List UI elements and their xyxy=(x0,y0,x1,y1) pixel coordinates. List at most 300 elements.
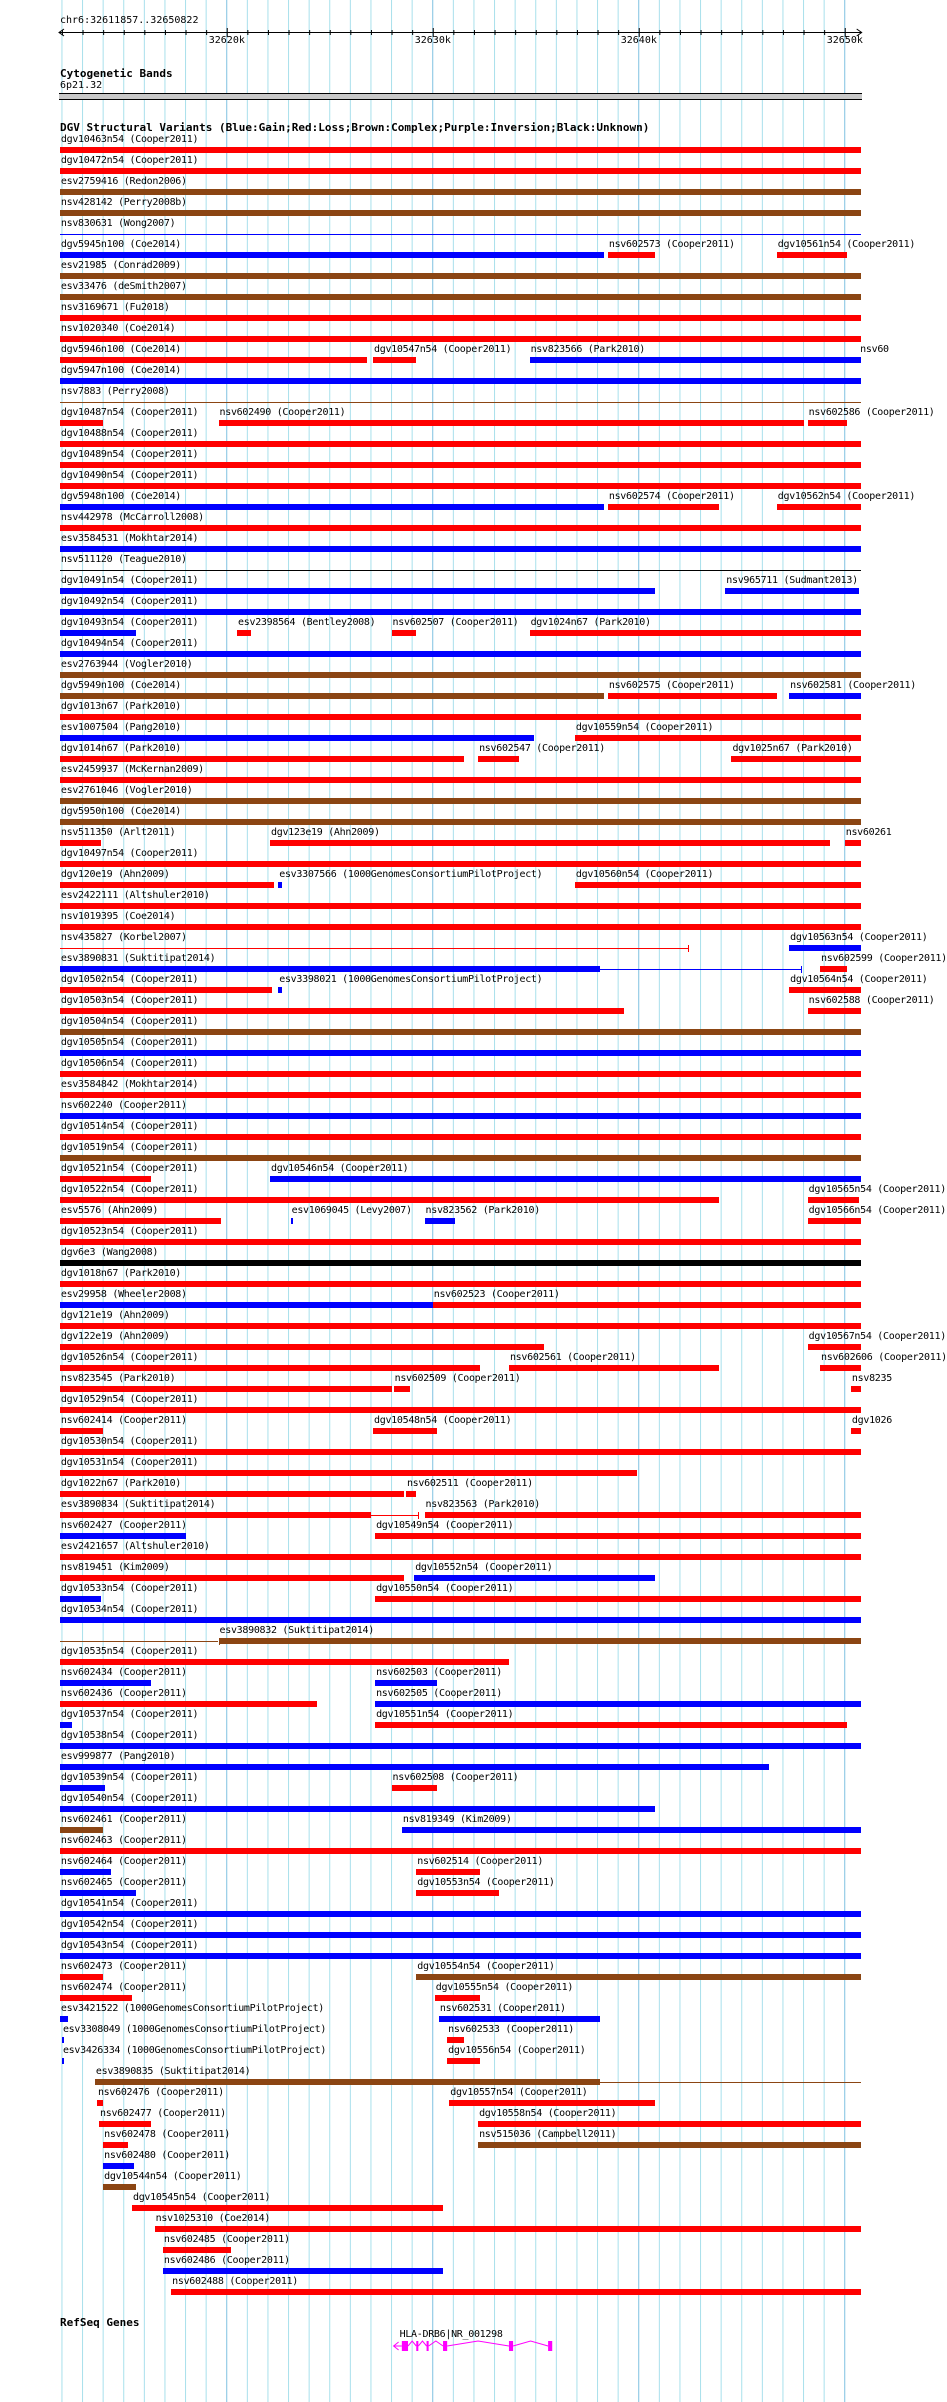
variant-loss-bar[interactable] xyxy=(478,2121,861,2127)
variant-label[interactable]: dgv120e19 (Ahn2009) xyxy=(60,869,170,880)
variant-label[interactable]: dgv10559n54 (Cooper2011) xyxy=(575,722,714,733)
variant-loss-line[interactable] xyxy=(371,1515,418,1516)
variant-loss-bar[interactable] xyxy=(60,1281,861,1287)
variant-label[interactable]: dgv6e3 (Wang2008) xyxy=(60,1247,159,1258)
variant-label[interactable]: dgv10556n54 (Cooper2011) xyxy=(448,2045,586,2056)
variant-loss-bar[interactable] xyxy=(808,1197,860,1203)
variant-complex-bar[interactable] xyxy=(60,798,861,804)
variant-label[interactable]: dgv10565n54 (Cooper2011) xyxy=(808,1184,946,1195)
variant-loss-bar[interactable] xyxy=(60,1995,132,2001)
variant-loss-bar[interactable] xyxy=(60,1134,861,1140)
variant-loss-bar[interactable] xyxy=(575,882,861,888)
variant-label[interactable]: dgv10539n54 (Cooper2011) xyxy=(60,1772,199,1783)
variant-label[interactable]: nsv602461 (Cooper2011) xyxy=(60,1814,187,1825)
variant-loss-bar[interactable] xyxy=(60,1491,404,1497)
variant-label[interactable]: dgv5950n100 (Coe2014) xyxy=(60,806,182,817)
variant-complex-bar[interactable] xyxy=(60,273,861,279)
variant-label[interactable]: dgv1024n67 (Park2010) xyxy=(530,617,651,628)
variant-label[interactable]: dgv10550n54 (Cooper2011) xyxy=(376,1583,514,1594)
variant-loss-bar[interactable] xyxy=(851,1386,861,1392)
variant-label[interactable]: nsv602586 (Cooper2011) xyxy=(808,407,935,418)
variant-loss-bar[interactable] xyxy=(777,504,861,510)
variant-label[interactable]: nsv823563 (Park2010) xyxy=(425,1499,540,1510)
variant-gain-line[interactable] xyxy=(60,234,861,235)
variant-loss-bar[interactable] xyxy=(820,1365,861,1371)
variant-loss-bar[interactable] xyxy=(60,861,861,867)
variant-label[interactable]: nsv7883 (Perry2008) xyxy=(60,386,170,397)
variant-loss-bar[interactable] xyxy=(60,1701,318,1707)
variant-label[interactable]: dgv10523n54 (Cooper2011) xyxy=(60,1226,199,1237)
variant-label[interactable]: dgv121e19 (Ahn2009) xyxy=(60,1310,170,1321)
variant-label[interactable]: nsv602523 (Cooper2011) xyxy=(433,1289,560,1300)
variant-label[interactable]: nsv602480 (Cooper2011) xyxy=(104,2150,230,2161)
variant-gain-bar[interactable] xyxy=(60,1533,186,1539)
variant-gain-bar[interactable] xyxy=(60,1911,861,1917)
variant-label[interactable]: dgv10533n54 (Cooper2011) xyxy=(60,1583,199,1594)
variant-loss-bar[interactable] xyxy=(60,924,861,930)
variant-gain-bar[interactable] xyxy=(402,1827,861,1833)
variant-label[interactable]: nsv819451 (Kim2009) xyxy=(60,1562,170,1573)
variant-label[interactable]: dgv10564n54 (Cooper2011) xyxy=(790,974,928,985)
variant-loss-bar[interactable] xyxy=(60,420,103,426)
variant-label[interactable]: esv3421522 (1000GenomesConsortiumPilotProject) xyxy=(60,2003,325,2014)
variant-label[interactable]: nsv602436 (Cooper2011) xyxy=(60,1688,187,1699)
variant-complex-bar[interactable] xyxy=(219,1638,862,1644)
variant-loss-bar[interactable] xyxy=(60,1344,544,1350)
variant-gain-line[interactable] xyxy=(600,969,802,970)
variant-label[interactable]: esv3398021 (1000GenomesConsortiumPilotProject) xyxy=(279,974,543,985)
variant-complex-bar[interactable] xyxy=(60,189,861,195)
variant-label[interactable]: nsv602573 (Cooper2011) xyxy=(608,239,735,250)
variant-gain-bar[interactable] xyxy=(60,1302,433,1308)
variant-label[interactable]: esv3890834 (Suktitipat2014) xyxy=(60,1499,216,1510)
variant-label[interactable]: nsv602588 (Cooper2011) xyxy=(808,995,935,1006)
variant-label[interactable]: dgv123e19 (Ahn2009) xyxy=(271,827,380,838)
variant-label[interactable]: dgv5946n100 (Coe2014) xyxy=(60,344,182,355)
variant-loss-bar[interactable] xyxy=(60,462,861,468)
variant-label[interactable]: dgv10555n54 (Cooper2011) xyxy=(435,1982,574,1993)
variant-complex-bar[interactable] xyxy=(60,1029,861,1035)
variant-label[interactable]: dgv10503n54 (Cooper2011) xyxy=(60,995,199,1006)
variant-label[interactable]: dgv1026 xyxy=(851,1415,892,1426)
variant-label[interactable]: nsv602574 (Cooper2011) xyxy=(608,491,735,502)
variant-loss-bar[interactable] xyxy=(851,1428,861,1434)
variant-label[interactable]: esv3307566 (1000GenomesConsortiumPilotProject) xyxy=(279,869,543,880)
variant-loss-bar[interactable] xyxy=(425,1512,862,1518)
variant-complex-bar[interactable] xyxy=(478,2142,861,2148)
variant-label[interactable]: esv33476 (deSmith2007) xyxy=(60,281,187,292)
variant-label[interactable]: esv3308049 (1000GenomesConsortiumPilotProject) xyxy=(62,2024,327,2035)
variant-label[interactable]: dgv10514n54 (Cooper2011) xyxy=(60,1121,199,1132)
variant-loss-bar[interactable] xyxy=(60,1092,861,1098)
variant-complex-bar[interactable] xyxy=(60,210,861,216)
variant-loss-bar[interactable] xyxy=(478,756,519,762)
gene-label[interactable]: HLA-DRB6|NR_001298 xyxy=(399,2329,503,2340)
variant-gain-bar[interactable] xyxy=(60,588,655,594)
variant-loss-bar[interactable] xyxy=(808,1218,862,1224)
variant-label[interactable]: dgv5948n100 (Coe2014) xyxy=(60,491,182,502)
variant-label[interactable]: nsv602488 (Cooper2011) xyxy=(172,2276,298,2287)
variant-loss-bar[interactable] xyxy=(449,2100,655,2106)
variant-label[interactable]: nsv823566 (Park2010) xyxy=(530,344,645,355)
variant-loss-bar[interactable] xyxy=(789,987,861,993)
variant-label[interactable]: dgv10542n54 (Cooper2011) xyxy=(60,1919,199,1930)
variant-complex-bar[interactable] xyxy=(60,693,604,699)
variant-loss-bar[interactable] xyxy=(777,252,847,258)
variant-label[interactable]: dgv10491n54 (Cooper2011) xyxy=(60,575,199,586)
variant-gain-bar[interactable] xyxy=(270,1176,861,1182)
variant-label[interactable]: esv3890832 (Suktitipat2014) xyxy=(219,1625,374,1636)
variant-loss-bar[interactable] xyxy=(60,1323,861,1329)
variant-gain-bar[interactable] xyxy=(60,1617,861,1623)
variant-label[interactable]: nsv602474 (Cooper2011) xyxy=(60,1982,187,1993)
variant-label[interactable]: dgv10472n54 (Cooper2011) xyxy=(60,155,199,166)
variant-label[interactable]: nsv428142 (Perry2008b) xyxy=(60,197,187,208)
variant-complex-bar[interactable] xyxy=(416,1974,861,1980)
variant-label[interactable]: nsv602503 (Cooper2011) xyxy=(376,1667,502,1678)
variant-loss-bar[interactable] xyxy=(60,1239,861,1245)
variant-loss-bar[interactable] xyxy=(60,903,861,909)
variant-loss-bar[interactable] xyxy=(845,840,861,846)
variant-gain-bar[interactable] xyxy=(60,1806,655,1812)
variant-loss-bar[interactable] xyxy=(433,1302,861,1308)
variant-label[interactable]: dgv10504n54 (Cooper2011) xyxy=(60,1016,199,1027)
variant-loss-bar[interactable] xyxy=(375,1722,847,1728)
variant-gain-bar[interactable] xyxy=(60,966,600,972)
variant-gain-bar[interactable] xyxy=(60,651,861,657)
variant-label[interactable]: esv999877 (Pang2010) xyxy=(60,1751,176,1762)
variant-label[interactable]: dgv1022n67 (Park2010) xyxy=(60,1478,182,1489)
variant-label[interactable]: dgv10552n54 (Cooper2011) xyxy=(415,1562,553,1573)
variant-loss-bar[interactable] xyxy=(808,1008,862,1014)
variant-label[interactable]: esv3890831 (Suktitipat2014) xyxy=(60,953,216,964)
variant-label[interactable]: dgv5947n100 (Coe2014) xyxy=(60,365,182,376)
variant-unknown-line[interactable] xyxy=(60,570,861,571)
variant-label[interactable]: dgv10543n54 (Cooper2011) xyxy=(60,1940,199,1951)
variant-loss-bar[interactable] xyxy=(60,1407,861,1413)
variant-loss-bar[interactable] xyxy=(375,1533,861,1539)
variant-loss-bar[interactable] xyxy=(808,1344,862,1350)
variant-label[interactable]: dgv10497n54 (Cooper2011) xyxy=(60,848,199,859)
variant-label[interactable]: nsv435827 (Korbel2007) xyxy=(60,932,187,943)
variant-gain-bar[interactable] xyxy=(62,2058,64,2064)
variant-loss-bar[interactable] xyxy=(60,1386,392,1392)
variant-label[interactable]: nsv511350 (Arlt2011) xyxy=(60,827,176,838)
variant-loss-bar[interactable] xyxy=(132,2205,443,2211)
variant-label[interactable]: nsv602473 (Cooper2011) xyxy=(60,1961,187,1972)
variant-loss-bar[interactable] xyxy=(60,1575,404,1581)
variant-label[interactable]: nsv602599 (Cooper2011) xyxy=(821,953,947,964)
variant-label[interactable]: esv2761046 (Vogler2010) xyxy=(60,785,193,796)
variant-complex-line[interactable] xyxy=(600,2082,862,2083)
variant-label[interactable]: dgv10534n54 (Cooper2011) xyxy=(60,1604,199,1615)
variant-loss-bar[interactable] xyxy=(375,1596,861,1602)
variant-complex-bar[interactable] xyxy=(103,2184,136,2190)
variant-label[interactable]: esv2422111 (Altshuler2010) xyxy=(60,890,210,901)
variant-loss-bar[interactable] xyxy=(60,777,861,783)
variant-loss-bar[interactable] xyxy=(60,357,367,363)
variant-loss-bar[interactable] xyxy=(60,840,101,846)
variant-label[interactable]: nsv830631 (Wong2007) xyxy=(60,218,176,229)
variant-loss-bar[interactable] xyxy=(270,840,830,846)
variant-gain-bar[interactable] xyxy=(60,609,861,615)
variant-label[interactable]: esv5576 (Ahn2009) xyxy=(60,1205,159,1216)
variant-loss-bar[interactable] xyxy=(435,1995,480,2001)
variant-label[interactable]: dgv10538n54 (Cooper2011) xyxy=(60,1730,199,1741)
variant-label[interactable]: dgv10547n54 (Cooper2011) xyxy=(374,344,512,355)
variant-loss-bar[interactable] xyxy=(60,147,861,153)
variant-label[interactable]: dgv10540n54 (Cooper2011) xyxy=(60,1793,199,1804)
variant-loss-bar[interactable] xyxy=(60,714,861,720)
variant-label[interactable]: nsv60261 xyxy=(845,827,892,838)
variant-gain-bar[interactable] xyxy=(425,1218,456,1224)
variant-label[interactable]: dgv122e19 (Ahn2009) xyxy=(60,1331,170,1342)
variant-label[interactable]: dgv10548n54 (Cooper2011) xyxy=(374,1415,512,1426)
variant-gain-bar[interactable] xyxy=(278,882,282,888)
variant-label[interactable]: nsv3169671 (Fu2018) xyxy=(60,302,170,313)
variant-loss-bar[interactable] xyxy=(171,2289,861,2295)
variant-gain-bar[interactable] xyxy=(375,1680,437,1686)
variant-loss-bar[interactable] xyxy=(60,1848,861,1854)
variant-loss-bar[interactable] xyxy=(808,420,847,426)
variant-label[interactable]: dgv10558n54 (Cooper2011) xyxy=(479,2108,617,2119)
variant-label[interactable]: dgv10506n54 (Cooper2011) xyxy=(60,1058,199,1069)
variant-label[interactable]: dgv10563n54 (Cooper2011) xyxy=(790,932,928,943)
variant-label[interactable]: nsv602547 (Cooper2011) xyxy=(479,743,605,754)
variant-gain-bar[interactable] xyxy=(725,588,859,594)
variant-label[interactable]: dgv10505n54 (Cooper2011) xyxy=(60,1037,199,1048)
variant-label[interactable]: nsv602533 (Cooper2011) xyxy=(448,2024,575,2035)
variant-loss-bar[interactable] xyxy=(60,1428,103,1434)
variant-label[interactable]: dgv1025n67 (Park2010) xyxy=(732,743,853,754)
variant-label[interactable]: nsv965711 (Sudmant2013) xyxy=(726,575,858,586)
variant-loss-bar[interactable] xyxy=(60,168,861,174)
variant-gain-bar[interactable] xyxy=(439,2016,600,2022)
variant-label[interactable]: dgv10489n54 (Cooper2011) xyxy=(60,449,199,460)
variant-gain-bar[interactable] xyxy=(60,504,604,510)
variant-label[interactable]: dgv10522n54 (Cooper2011) xyxy=(60,1184,199,1195)
variant-complex-bar[interactable] xyxy=(60,1155,861,1161)
variant-label[interactable]: nsv602509 (Cooper2011) xyxy=(394,1373,521,1384)
variant-gain-bar[interactable] xyxy=(60,1113,861,1119)
variant-label[interactable]: dgv10554n54 (Cooper2011) xyxy=(417,1961,555,1972)
variant-gain-bar[interactable] xyxy=(60,1743,861,1749)
variant-label[interactable]: dgv10492n54 (Cooper2011) xyxy=(60,596,199,607)
variant-loss-bar[interactable] xyxy=(406,1491,416,1497)
variant-label[interactable]: dgv10463n54 (Cooper2011) xyxy=(60,134,199,145)
variant-label[interactable]: nsv602477 (Cooper2011) xyxy=(100,2108,226,2119)
variant-label[interactable]: dgv10566n54 (Cooper2011) xyxy=(808,1205,946,1216)
variant-label[interactable]: esv3426334 (1000GenomesConsortiumPilotProject) xyxy=(62,2045,327,2056)
variant-complex-bar[interactable] xyxy=(60,672,861,678)
variant-label[interactable]: nsv602511 (Cooper2011) xyxy=(406,1478,533,1489)
variant-loss-bar[interactable] xyxy=(99,2121,151,2127)
variant-loss-line[interactable] xyxy=(60,948,688,949)
variant-loss-bar[interactable] xyxy=(60,1071,861,1077)
variant-loss-bar[interactable] xyxy=(509,1365,719,1371)
variant-label[interactable]: dgv10546n54 (Cooper2011) xyxy=(271,1163,409,1174)
variant-label[interactable]: nsv819349 (Kim2009) xyxy=(402,1814,512,1825)
variant-label[interactable]: dgv10531n54 (Cooper2011) xyxy=(60,1457,199,1468)
variant-loss-bar[interactable] xyxy=(60,1659,509,1665)
variant-loss-bar[interactable] xyxy=(219,420,804,426)
variant-loss-bar[interactable] xyxy=(60,987,272,993)
variant-gain-bar[interactable] xyxy=(60,2016,68,2022)
variant-gain-bar[interactable] xyxy=(789,945,861,951)
variant-gain-bar[interactable] xyxy=(60,1764,769,1770)
variant-label[interactable]: dgv1018n67 (Park2010) xyxy=(60,1268,182,1279)
variant-loss-bar[interactable] xyxy=(575,735,861,741)
variant-label[interactable]: dgv10567n54 (Cooper2011) xyxy=(808,1331,946,1342)
variant-label[interactable]: esv21985 (Conrad2009) xyxy=(60,260,182,271)
variant-loss-bar[interactable] xyxy=(60,336,861,342)
variant-gain-bar[interactable] xyxy=(60,1953,861,1959)
variant-label[interactable]: esv3890835 (Suktitipat2014) xyxy=(95,2066,251,2077)
variant-loss-bar[interactable] xyxy=(60,1449,861,1455)
variant-label[interactable]: dgv5945n100 (Coe2014) xyxy=(60,239,182,250)
variant-loss-bar[interactable] xyxy=(60,1512,371,1518)
variant-label[interactable]: nsv602240 (Cooper2011) xyxy=(60,1100,187,1111)
variant-label[interactable]: esv3584531 (Mokhtar2014) xyxy=(60,533,199,544)
variant-label[interactable]: esv2763944 (Vogler2010) xyxy=(60,659,193,670)
variant-label[interactable]: esv1069045 (Levy2007) xyxy=(291,1205,412,1216)
variant-gain-bar[interactable] xyxy=(60,252,604,258)
variant-loss-bar[interactable] xyxy=(60,525,861,531)
variant-loss-bar[interactable] xyxy=(392,630,417,636)
variant-label[interactable]: nsv602490 (Cooper2011) xyxy=(219,407,346,418)
variant-gain-bar[interactable] xyxy=(60,546,861,552)
variant-label[interactable]: nsv1025310 (Coe2014) xyxy=(155,2213,271,2224)
variant-label[interactable]: dgv10553n54 (Cooper2011) xyxy=(417,1877,555,1888)
variant-loss-bar[interactable] xyxy=(608,693,777,699)
variant-loss-bar[interactable] xyxy=(608,252,655,258)
variant-label[interactable]: dgv10529n54 (Cooper2011) xyxy=(60,1394,199,1405)
variant-label[interactable]: dgv10561n54 (Cooper2011) xyxy=(777,239,916,250)
variant-loss-bar[interactable] xyxy=(416,1890,498,1896)
variant-label[interactable]: dgv10544n54 (Cooper2011) xyxy=(104,2171,242,2182)
variant-label[interactable]: nsv602561 (Cooper2011) xyxy=(509,1352,636,1363)
variant-unknown-bar[interactable] xyxy=(60,1260,861,1266)
variant-loss-bar[interactable] xyxy=(60,441,861,447)
variant-label[interactable]: nsv602434 (Cooper2011) xyxy=(60,1667,187,1678)
variant-loss-bar[interactable] xyxy=(60,1470,637,1476)
variant-label[interactable]: nsv602463 (Cooper2011) xyxy=(60,1835,187,1846)
variant-label[interactable]: nsv602486 (Cooper2011) xyxy=(163,2255,290,2266)
variant-label[interactable]: dgv10502n54 (Cooper2011) xyxy=(60,974,199,985)
variant-label[interactable]: nsv602575 (Cooper2011) xyxy=(608,680,735,691)
variant-gain-bar[interactable] xyxy=(60,630,136,636)
variant-label[interactable]: nsv602414 (Cooper2011) xyxy=(60,1415,187,1426)
variant-loss-bar[interactable] xyxy=(416,1869,480,1875)
variant-loss-bar[interactable] xyxy=(155,2226,862,2232)
variant-gain-bar[interactable] xyxy=(60,735,534,741)
variant-loss-bar[interactable] xyxy=(163,2247,231,2253)
variant-label[interactable]: nsv602478 (Cooper2011) xyxy=(104,2129,230,2140)
variant-loss-bar[interactable] xyxy=(103,2142,128,2148)
variant-loss-bar[interactable] xyxy=(731,756,861,762)
variant-loss-bar[interactable] xyxy=(608,504,719,510)
variant-loss-bar[interactable] xyxy=(373,357,416,363)
variant-label[interactable]: dgv1013n67 (Park2010) xyxy=(60,701,182,712)
variant-label[interactable]: dgv10541n54 (Cooper2011) xyxy=(60,1898,199,1909)
variant-loss-bar[interactable] xyxy=(60,1008,624,1014)
variant-label[interactable]: dgv5949n100 (Coe2014) xyxy=(60,680,182,691)
variant-label[interactable]: dgv10494n54 (Cooper2011) xyxy=(60,638,199,649)
variant-gain-bar[interactable] xyxy=(60,1596,101,1602)
variant-loss-bar[interactable] xyxy=(447,2037,463,2043)
variant-loss-bar[interactable] xyxy=(60,483,861,489)
variant-gain-bar[interactable] xyxy=(60,1932,861,1938)
variant-loss-bar[interactable] xyxy=(392,1785,437,1791)
variant-gain-bar[interactable] xyxy=(62,2037,64,2043)
variant-loss-bar[interactable] xyxy=(373,1428,437,1434)
variant-label[interactable]: esv2421657 (Altshuler2010) xyxy=(60,1541,210,1552)
variant-label[interactable]: dgv1014n67 (Park2010) xyxy=(60,743,182,754)
variant-label[interactable]: esv2459937 (McKernan2009) xyxy=(60,764,204,775)
variant-label[interactable]: dgv10562n54 (Cooper2011) xyxy=(777,491,916,502)
variant-label[interactable]: dgv10519n54 (Cooper2011) xyxy=(60,1142,199,1153)
variant-gain-bar[interactable] xyxy=(60,1722,72,1728)
variant-label[interactable]: nsv442978 (McCarroll2008) xyxy=(60,512,204,523)
variant-loss-bar[interactable] xyxy=(60,1218,221,1224)
variant-loss-bar[interactable] xyxy=(60,315,861,321)
variant-loss-bar[interactable] xyxy=(60,1554,861,1560)
variant-gain-bar[interactable] xyxy=(375,1701,861,1707)
variant-label[interactable]: nsv602464 (Cooper2011) xyxy=(60,1856,187,1867)
variant-loss-bar[interactable] xyxy=(60,756,464,762)
variant-loss-bar[interactable] xyxy=(97,2100,103,2106)
cyto-band-6p21-32[interactable] xyxy=(59,93,862,100)
variant-label[interactable]: dgv10537n54 (Cooper2011) xyxy=(60,1709,199,1720)
variant-complex-bar[interactable] xyxy=(60,819,861,825)
variant-label[interactable]: dgv10490n54 (Cooper2011) xyxy=(60,470,199,481)
variant-label[interactable]: nsv602531 (Cooper2011) xyxy=(439,2003,566,2014)
variant-loss-bar[interactable] xyxy=(60,1197,719,1203)
variant-label[interactable]: nsv515036 (Campbell2011) xyxy=(479,2129,617,2140)
variant-loss-bar[interactable] xyxy=(60,1974,103,1980)
variant-complex-line[interactable] xyxy=(60,1641,219,1642)
variant-label[interactable]: esv2759416 (Redon2006) xyxy=(60,176,187,187)
variant-label[interactable]: dgv10530n54 (Cooper2011) xyxy=(60,1436,199,1447)
variant-label[interactable]: nsv511120 (Teague2010) xyxy=(60,554,187,565)
variant-label[interactable]: dgv10560n54 (Cooper2011) xyxy=(575,869,714,880)
variant-gain-bar[interactable] xyxy=(103,2163,134,2169)
variant-label[interactable]: esv2398564 (Bentley2008) xyxy=(238,617,376,628)
variant-label[interactable]: nsv602514 (Cooper2011) xyxy=(417,1856,544,1867)
variant-label[interactable]: dgv10526n54 (Cooper2011) xyxy=(60,1352,199,1363)
variant-gain-bar[interactable] xyxy=(859,357,861,363)
variant-gain-bar[interactable] xyxy=(291,1218,293,1224)
variant-label[interactable]: nsv60 xyxy=(860,344,889,355)
variant-label[interactable]: nsv602606 (Cooper2011) xyxy=(821,1352,947,1363)
variant-label[interactable]: dgv10493n54 (Cooper2011) xyxy=(60,617,199,628)
variant-complex-line[interactable] xyxy=(60,402,861,403)
variant-label[interactable]: dgv10551n54 (Cooper2011) xyxy=(376,1709,514,1720)
variant-label[interactable]: dgv10557n54 (Cooper2011) xyxy=(450,2087,588,2098)
variant-loss-bar[interactable] xyxy=(60,882,274,888)
variant-gain-bar[interactable] xyxy=(60,1680,151,1686)
variant-loss-bar[interactable] xyxy=(60,1176,151,1182)
variant-label[interactable]: nsv602427 (Cooper2011) xyxy=(60,1520,187,1531)
variant-gain-bar[interactable] xyxy=(530,357,860,363)
variant-complex-bar[interactable] xyxy=(60,294,861,300)
variant-label[interactable]: dgv10487n54 (Cooper2011) xyxy=(60,407,199,418)
variant-label[interactable]: nsv602485 (Cooper2011) xyxy=(163,2234,290,2245)
variant-label[interactable]: esv1007504 (Pang2010) xyxy=(60,722,182,733)
variant-label[interactable]: nsv602476 (Cooper2011) xyxy=(97,2087,224,2098)
variant-gain-bar[interactable] xyxy=(60,1869,112,1875)
variant-label[interactable]: dgv10521n54 (Cooper2011) xyxy=(60,1163,199,1174)
